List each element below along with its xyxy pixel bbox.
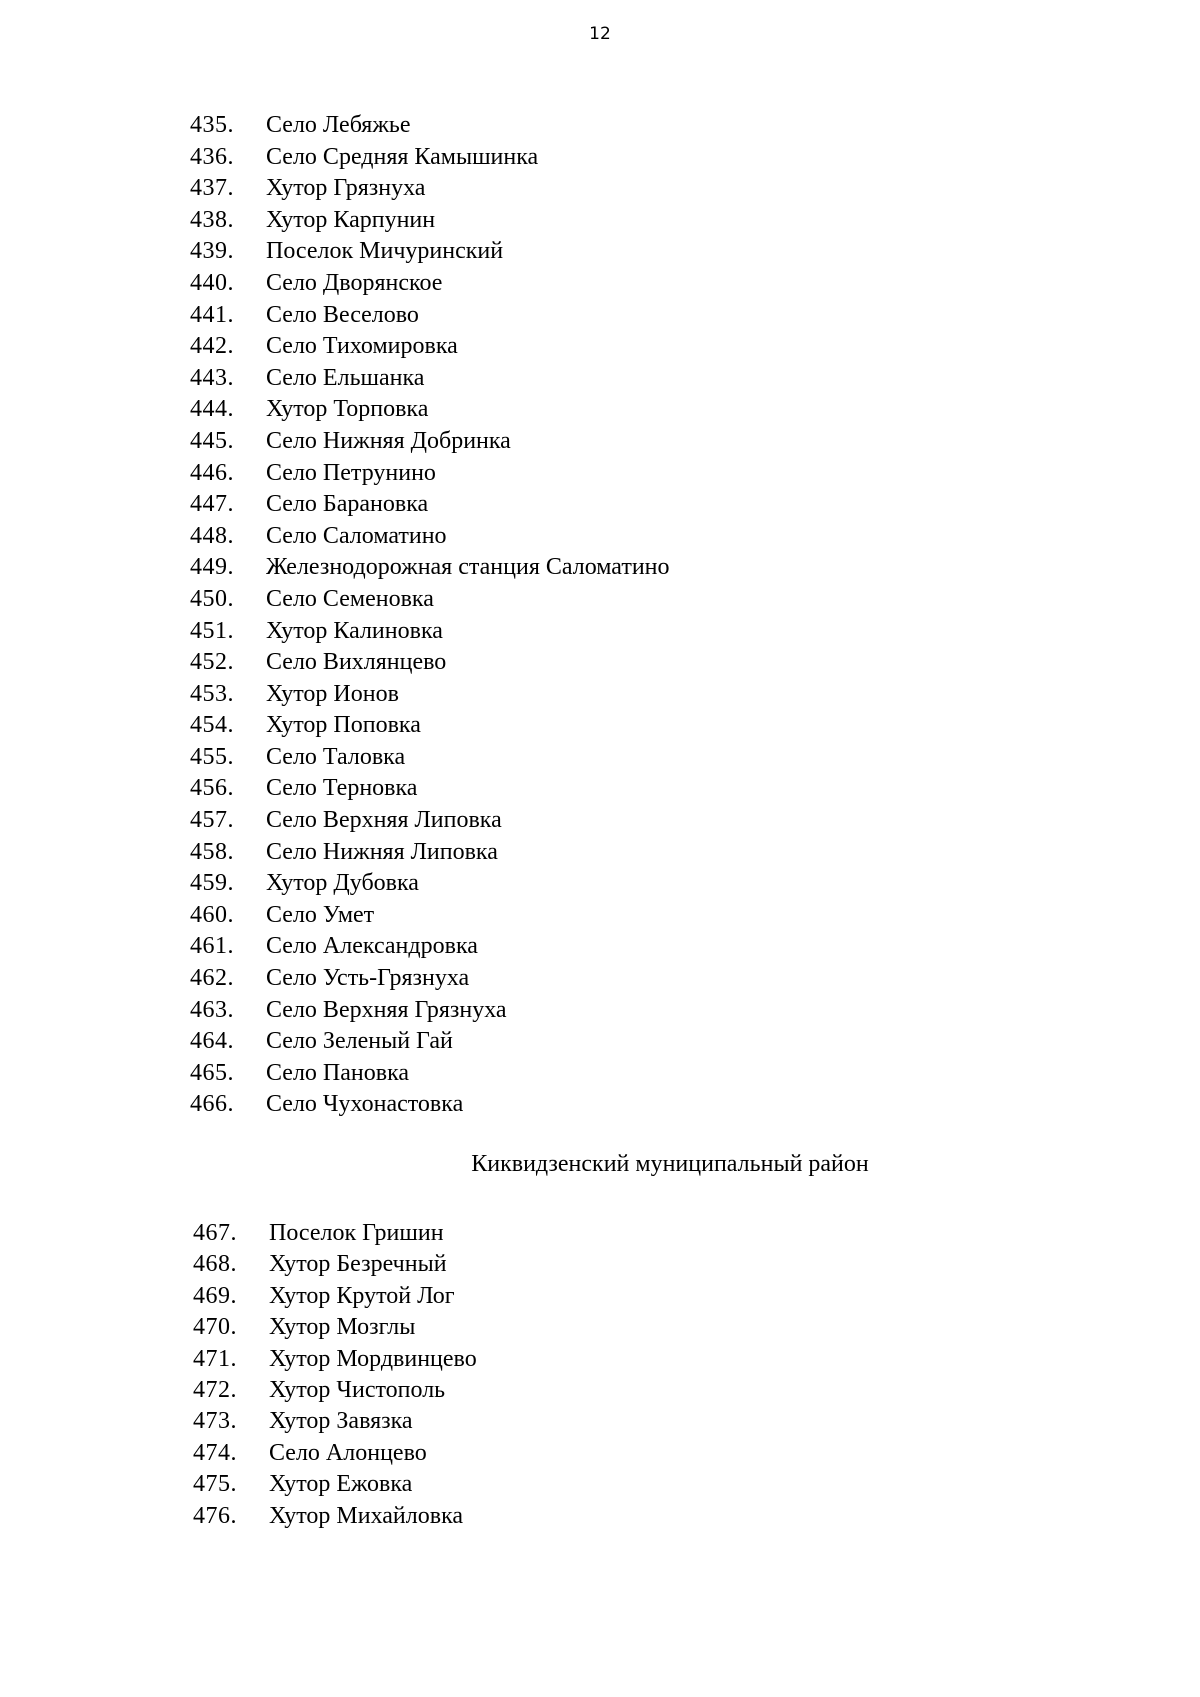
list-item (190, 236, 670, 268)
item-number: 454. (190, 712, 234, 739)
list-item (190, 426, 670, 458)
list-item (190, 363, 670, 395)
item-number: 470. (193, 1314, 237, 1341)
list-item (193, 1281, 477, 1312)
settlement-name: Село Саломатино (266, 522, 447, 549)
list-item (190, 1058, 670, 1090)
item-number: 459. (190, 870, 234, 897)
list-item (190, 552, 670, 584)
list-item (190, 1026, 670, 1058)
item-number: 443. (190, 364, 234, 391)
settlement-name: Железнодорожная станция Саломатино (266, 554, 670, 581)
settlement-name: Поселок Мичуринский (266, 238, 504, 265)
item-number: 471. (193, 1345, 237, 1372)
item-number: 451. (190, 617, 234, 644)
settlement-list-part1 (190, 110, 670, 1121)
list-item (190, 616, 670, 648)
item-number: 452. (190, 649, 234, 676)
item-number: 458. (190, 838, 234, 865)
item-number: 473. (193, 1408, 237, 1435)
list-item (193, 1218, 477, 1249)
list-item (190, 521, 670, 553)
item-number: 469. (193, 1282, 237, 1309)
settlement-name: Хутор Поповка (266, 712, 421, 739)
list-item (193, 1406, 477, 1437)
list-item (190, 805, 670, 837)
settlement-name: Хутор Дубовка (266, 870, 419, 897)
settlement-name: Хутор Карпунин (266, 206, 436, 233)
list-item (190, 331, 670, 363)
item-number: 442. (190, 333, 234, 360)
item-number: 439. (190, 238, 234, 265)
list-item (190, 142, 670, 174)
list-item (193, 1344, 477, 1375)
item-number: 450. (190, 585, 234, 612)
settlement-name: Хутор Мордвинцево (269, 1345, 477, 1372)
settlement-name: Хутор Ионов (266, 680, 399, 707)
list-item (190, 489, 670, 521)
list-item (193, 1312, 477, 1343)
list-item (190, 773, 670, 805)
item-number: 462. (190, 965, 234, 992)
settlement-name: Хутор Мозглы (269, 1314, 416, 1341)
settlement-name: Село Семеновка (266, 585, 434, 612)
settlement-name: Село Таловка (266, 743, 406, 770)
item-number: 449. (190, 554, 234, 581)
item-number: 475. (193, 1471, 237, 1498)
list-item (190, 995, 670, 1027)
list-item (193, 1469, 477, 1500)
list-item (190, 1089, 670, 1121)
settlement-name: Хутор Михайловка (269, 1502, 464, 1529)
settlement-name: Село Чухонастовка (266, 1091, 464, 1118)
settlement-name: Хутор Крутой Лог (269, 1282, 455, 1309)
settlement-name: Село Зеленый Гай (266, 1028, 453, 1055)
item-number: 446. (190, 459, 234, 486)
settlement-name: Хутор Грязнуха (266, 175, 426, 202)
settlement-name: Село Усть-Грязнуха (266, 965, 470, 992)
settlement-name: Село Александровка (266, 933, 478, 960)
settlement-name: Хутор Калиновка (266, 617, 443, 644)
settlement-name: Хутор Торповка (266, 396, 429, 423)
item-number: 444. (190, 396, 234, 423)
list-item (193, 1438, 477, 1469)
settlement-name: Село Барановка (266, 491, 429, 518)
list-item (190, 900, 670, 932)
list-item (193, 1249, 477, 1280)
list-item (190, 837, 670, 869)
item-number: 438. (190, 206, 234, 233)
settlement-name: Хутор Ежовка (269, 1471, 413, 1498)
item-number: 447. (190, 491, 234, 518)
item-number: 437. (190, 175, 234, 202)
item-number: 440. (190, 269, 234, 296)
list-item (190, 868, 670, 900)
list-item (190, 963, 670, 995)
list-item (190, 742, 670, 774)
settlement-name: Село Средняя Камышинка (266, 143, 539, 170)
item-number: 436. (190, 143, 234, 170)
settlement-name: Хутор Безречный (269, 1251, 447, 1278)
list-item (190, 300, 670, 332)
list-item (190, 268, 670, 300)
item-number: 453. (190, 680, 234, 707)
settlement-name: Село Верхняя Грязнуха (266, 996, 507, 1023)
section-heading: Киквидзенский муниципальный район (471, 1151, 869, 1177)
item-number: 435. (190, 112, 234, 138)
settlement-name: Село Дворянское (266, 269, 443, 296)
settlement-name: Поселок Гришин (269, 1220, 444, 1246)
item-number: 456. (190, 775, 234, 802)
item-number: 448. (190, 522, 234, 549)
list-item (190, 205, 670, 237)
settlement-name: Село Ельшанка (266, 364, 425, 391)
list-item (190, 710, 670, 742)
item-number: 455. (190, 743, 234, 770)
settlement-name: Село Терновка (266, 775, 418, 802)
settlement-name: Село Пановка (266, 1059, 410, 1086)
item-number: 466. (190, 1091, 234, 1118)
list-item (190, 679, 670, 711)
list-item (190, 458, 670, 490)
settlement-name: Село Умет (266, 901, 375, 928)
settlement-name: Село Нижняя Липовка (266, 838, 498, 865)
settlement-name: Село Нижняя Добринка (266, 427, 511, 454)
list-item (190, 394, 670, 426)
item-number: 461. (190, 933, 234, 960)
settlement-name: Хутор Чистополь (269, 1376, 446, 1403)
item-number: 467. (193, 1220, 237, 1246)
item-number: 468. (193, 1251, 237, 1278)
list-item (190, 110, 670, 142)
list-item (193, 1375, 477, 1406)
settlement-name: Село Тихомировка (266, 333, 458, 360)
settlement-name: Село Петрунино (266, 459, 436, 486)
settlement-name: Село Лебяжье (266, 112, 411, 138)
item-number: 441. (190, 301, 234, 328)
settlement-name: Село Вихлянцево (266, 649, 447, 676)
settlement-name: Село Верхняя Липовка (266, 807, 502, 834)
page-number: 12 (589, 24, 611, 44)
settlement-list-part2 (193, 1218, 477, 1532)
item-number: 463. (190, 996, 234, 1023)
list-item (190, 931, 670, 963)
item-number: 472. (193, 1376, 237, 1403)
item-number: 460. (190, 901, 234, 928)
item-number: 457. (190, 807, 234, 834)
list-item (190, 584, 670, 616)
item-number: 445. (190, 427, 234, 454)
list-item (190, 647, 670, 679)
settlement-name: Село Алонцево (269, 1439, 427, 1466)
item-number: 476. (193, 1502, 237, 1529)
list-item (193, 1501, 477, 1532)
item-number: 464. (190, 1028, 234, 1055)
settlement-name: Село Веселово (266, 301, 419, 328)
item-number: 465. (190, 1059, 234, 1086)
list-item (190, 173, 670, 205)
item-number: 474. (193, 1439, 237, 1466)
settlement-name: Хутор Завязка (269, 1408, 413, 1435)
